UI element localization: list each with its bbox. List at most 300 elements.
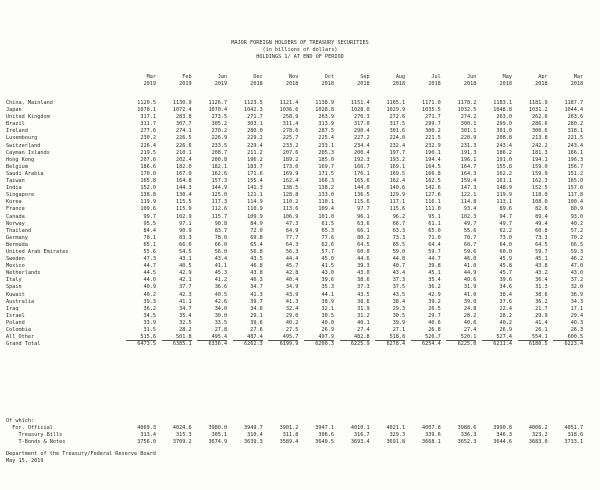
table-cell: 346.3 (496, 432, 512, 439)
row-label: Spain (6, 284, 22, 291)
table-cell: 339.6 (425, 432, 441, 439)
row-label: Mexico (6, 263, 25, 270)
table-cell: 102.9 (175, 213, 192, 220)
table-cell: 37.6 (499, 298, 512, 305)
table-cell: 114.9 (247, 199, 263, 206)
table-cell: 164.5 (425, 163, 441, 170)
table-cell: 59.3 (570, 248, 584, 255)
table-row (6, 214, 596, 221)
table-cell: 3988.6 (457, 425, 477, 431)
of-which-table (6, 425, 596, 446)
table-row (6, 178, 596, 185)
table-cell: 3901.2 (279, 425, 299, 431)
table-cell: 495.4 (211, 334, 228, 341)
table-cell: 95.5 (143, 220, 156, 227)
table-row (6, 121, 596, 128)
table-row (6, 114, 596, 121)
table-cell: 600.5 (567, 334, 584, 341)
table-cell: 30.5 (392, 312, 406, 319)
table-cell: 169.7 (318, 163, 334, 170)
table-cell: 32.4 (285, 305, 299, 312)
table-cell: 159.9 (531, 170, 548, 177)
table-cell: 162.4 (282, 178, 299, 185)
table-cell: 3589.4 (279, 439, 299, 446)
table-row (6, 221, 596, 228)
table-cell: 64.5 (535, 241, 548, 248)
table-cell: 316.7 (353, 432, 370, 439)
table-cell: 6199.9 (279, 341, 299, 348)
table-cell: 313.4 (140, 432, 156, 439)
table-cell: 54.5 (179, 248, 192, 255)
table-cell: 1048.8 (493, 107, 512, 114)
table-row (6, 242, 596, 249)
table-cell: 31.3 (535, 284, 548, 291)
column-month: Oct (324, 74, 334, 80)
table-cell: 30.0 (214, 312, 228, 319)
table-cell: 57.2 (570, 227, 584, 234)
column-year: 2018 (392, 81, 406, 87)
report-title: MAJOR FOREIGN HOLDERS OF TREASURY SECURITIES (231, 40, 369, 46)
table-cell: 41.4 (535, 319, 548, 326)
table-cell: 22.4 (499, 305, 512, 312)
table-cell: 89.6 (499, 206, 512, 213)
table-cell: 34.5 (143, 312, 156, 319)
table-cell: 65.5 (392, 241, 406, 248)
row-label: Norway (6, 220, 25, 227)
table-cell: 55.6 (143, 248, 156, 255)
table-cell: 40.3 (250, 277, 263, 284)
table-cell: 28.2 (499, 312, 512, 319)
table-cell: 156.7 (567, 163, 584, 170)
table-row (6, 292, 596, 299)
table-cell: 208.7 (211, 149, 228, 156)
table-cell: 169.1 (389, 163, 406, 170)
table-cell: 133.0 (318, 192, 334, 199)
table-cell: 56.8 (250, 248, 263, 255)
table-cell: 144.0 (353, 185, 370, 192)
column-year: 2019 (143, 81, 156, 87)
table-cell: 164.3 (460, 170, 477, 177)
table-cell: 49.7 (499, 220, 512, 227)
row-label: All Other (6, 334, 35, 341)
table-cell: 112.6 (211, 206, 228, 213)
table-cell: 121.1 (247, 192, 263, 199)
table-cell: 39.3 (357, 263, 370, 270)
table-cell: 1070.4 (208, 107, 228, 114)
table-cell: 115.5 (175, 199, 192, 206)
table-cell: 109.6 (140, 206, 156, 213)
table-cell: 29.3 (392, 305, 406, 312)
table-cell: 83.3 (179, 234, 192, 241)
table-cell: 300.6 (531, 128, 548, 135)
table-cell: 47.3 (143, 256, 156, 263)
table-cell: 40.2 (285, 319, 299, 326)
table-cell: 1121.4 (279, 100, 299, 106)
table-cell: 1138.9 (315, 100, 334, 106)
table-cell: 3990.8 (493, 425, 512, 431)
table-cell: 44.7 (143, 263, 156, 270)
table-cell: 29.4 (570, 312, 584, 319)
table-row (6, 432, 596, 439)
table-cell: 155.8 (496, 163, 512, 170)
table-cell: 290.4 (353, 128, 370, 135)
table-cell: 70.7 (463, 234, 477, 241)
table-cell: 526.7 (425, 334, 441, 341)
row-label: For. Official (6, 425, 53, 431)
column-month: Nov (289, 74, 299, 80)
table-cell: 65.1 (143, 241, 156, 248)
table-cell: 6200.3 (315, 341, 334, 348)
table-cell: 46.2 (570, 256, 584, 263)
table-cell: 31.9 (357, 305, 370, 312)
table-cell: 157.3 (211, 178, 228, 185)
row-label: Netherlands (6, 270, 41, 277)
table-cell: 39.7 (250, 298, 263, 305)
table-cell: 84.4 (143, 227, 156, 234)
table-cell: 29.1 (250, 312, 263, 319)
table-cell: 196.3 (567, 156, 584, 163)
row-label: Kuwait (6, 291, 25, 298)
table-cell: 60.0 (499, 248, 512, 255)
table-cell: 36.2 (535, 298, 548, 305)
table-cell: 6254.4 (422, 341, 441, 348)
table-cell: 73.3 (392, 234, 406, 241)
table-cell: 152.0 (140, 185, 156, 192)
table-cell: 233.2 (282, 142, 299, 149)
table-cell: 59.0 (392, 248, 406, 255)
column-month: Sep (360, 74, 370, 80)
table-cell: 40.0 (321, 319, 334, 326)
column-year: 2018 (499, 81, 512, 87)
table-cell: 119.9 (140, 199, 156, 206)
table-cell: 96.2 (392, 213, 406, 220)
table-row (6, 164, 596, 171)
table-cell: 55.6 (463, 227, 477, 234)
table-cell: 35.4 (179, 312, 192, 319)
table-cell: 59.7 (535, 248, 548, 255)
source-note: Department of the Treasury/Federal Reserve Board (6, 451, 156, 457)
table-cell: 45.8 (499, 263, 512, 270)
table-cell: 263.0 (496, 114, 512, 121)
table-row (6, 199, 596, 206)
table-cell: 210.1 (175, 149, 192, 156)
table-row (6, 277, 596, 284)
table-cell: 165.8 (140, 178, 156, 185)
table-cell: 57.7 (321, 248, 334, 255)
table-cell: 305.1 (211, 432, 228, 439)
table-cell: 41.3 (250, 291, 263, 298)
table-cell: 45.7 (285, 263, 299, 270)
table-cell: 35.3 (321, 284, 334, 291)
table-cell: 142.6 (425, 185, 441, 192)
column-year: 2018 (357, 81, 370, 87)
table-cell: 116.1 (425, 199, 441, 206)
table-cell: 227.2 (353, 135, 370, 142)
table-cell: 42.8 (285, 270, 299, 277)
table-cell: 36.4 (535, 277, 548, 284)
table-cell: 63.3 (392, 227, 406, 234)
table-cell: 78.0 (214, 234, 228, 241)
table-cell: 59.6 (463, 248, 477, 255)
row-label: Thailand (6, 227, 31, 234)
table-cell: 115.7 (211, 213, 228, 220)
table-cell: 61.1 (428, 220, 441, 227)
table-row (6, 270, 596, 277)
table-cell: 37.5 (392, 284, 406, 291)
table-cell: 318.6 (567, 432, 584, 439)
table-cell: 1032.5 (457, 107, 477, 114)
table-cell: 40.2 (143, 291, 156, 298)
table-cell: 42.6 (214, 298, 228, 305)
table-cell: 159.0 (531, 163, 548, 170)
table-cell: 1042.3 (244, 107, 263, 114)
table-cell: 17.1 (570, 305, 584, 312)
table-cell: 82.6 (535, 206, 548, 213)
row-label: Japan (6, 107, 22, 114)
table-cell: 162.3 (531, 178, 548, 185)
table-cell: 224.0 (389, 135, 406, 142)
table-cell: 37.7 (179, 284, 192, 291)
table-cell: 38.6 (535, 291, 548, 298)
table-cell: 186.2 (496, 149, 512, 156)
table-cell: 164.8 (175, 178, 192, 185)
table-cell: 95.1 (428, 213, 441, 220)
table-cell: 193.2 (389, 156, 406, 163)
table-cell: 323.2 (531, 432, 548, 439)
table-cell: 3947.1 (315, 425, 334, 431)
table-cell: 1123.5 (244, 100, 263, 106)
table-cell: 96.1 (357, 213, 370, 220)
table-cell: 159.4 (460, 178, 477, 185)
table-cell: 138.8 (140, 192, 156, 199)
table-cell: 32.5 (179, 319, 192, 326)
table-cell: 233.1 (318, 142, 334, 149)
table-cell: 61.5 (321, 220, 334, 227)
table-cell: 39.0 (463, 298, 477, 305)
table-cell: 6385.1 (172, 341, 192, 348)
table-cell: 29.0 (285, 312, 299, 319)
table-cell: 102.3 (460, 213, 477, 220)
table-row (6, 235, 596, 242)
table-row (6, 157, 596, 164)
table-cell: 1078.1 (137, 107, 156, 114)
table-cell: 231.3 (460, 142, 477, 149)
table-cell: 181.3 (531, 149, 548, 156)
table-cell: 27.1 (392, 327, 406, 333)
table-cell: 230.2 (140, 135, 156, 142)
column-headers (6, 74, 596, 90)
table-cell: 3640.5 (315, 439, 334, 446)
table-cell: 317.0 (353, 121, 370, 128)
table-cell: 3683.0 (528, 439, 548, 446)
table-cell: 1183.1 (493, 100, 512, 106)
table-cell: 1151.4 (350, 100, 370, 106)
table-cell: 69.8 (250, 234, 263, 241)
table-cell: 44.5 (143, 270, 156, 277)
table-cell: 196.1 (460, 156, 477, 163)
table-cell: 43.4 (392, 270, 406, 277)
row-label: Iraq (6, 305, 19, 312)
column-month: Dec (253, 74, 263, 80)
table-cell: 70.2 (570, 234, 584, 241)
table-cell: 66.6 (179, 241, 192, 248)
table-cell: 40.2 (499, 319, 512, 326)
table-cell: 263.9 (318, 114, 334, 121)
table-cell: 171.6 (247, 170, 263, 177)
table-cell: 44.1 (321, 291, 334, 298)
table-cell: 44.7 (428, 256, 441, 263)
table-cell: 117.1 (389, 199, 406, 206)
table-cell: 32.0 (570, 284, 584, 291)
table-cell: 283.8 (175, 114, 192, 121)
table-cell: 34.7 (250, 284, 263, 291)
table-cell: 122.1 (460, 192, 477, 199)
table-cell: 196.2 (247, 156, 263, 163)
table-cell: 60.0 (357, 248, 370, 255)
table-cell: 144.3 (175, 185, 192, 192)
column-year: 2019 (214, 81, 228, 87)
table-cell: 303.1 (247, 121, 263, 128)
table-cell: 106.9 (282, 213, 299, 220)
table-row (6, 249, 596, 256)
table-cell: 274.1 (175, 128, 192, 135)
row-label: Poland (6, 319, 25, 326)
table-cell: 165.0 (567, 178, 584, 185)
table-cell: 46.0 (463, 256, 477, 263)
table-cell: 26.8 (428, 327, 441, 333)
table-cell: 26.5 (428, 305, 441, 312)
table-cell: 3980.0 (208, 425, 228, 431)
table-cell: 41.1 (179, 298, 192, 305)
column-month: Mar (573, 74, 584, 80)
of-which-label: Of which: (6, 418, 35, 424)
table-cell: 147.3 (460, 185, 477, 192)
table-cell: 38.4 (499, 291, 512, 298)
table-cell: 1187.7 (564, 100, 584, 106)
row-label: Brazil (6, 121, 25, 128)
table-cell: 63.6 (357, 220, 370, 227)
table-cell: 226.6 (175, 142, 192, 149)
table-cell: 6262.3 (244, 341, 263, 348)
table-cell: 299.0 (496, 121, 512, 128)
table-cell: 28.2 (179, 327, 192, 333)
table-cell: 243.4 (567, 142, 584, 149)
table-cell: 6211.4 (493, 341, 512, 348)
table-cell: 300.2 (425, 128, 441, 135)
table-cell: 197.7 (389, 149, 406, 156)
table-cell: 155.4 (247, 178, 263, 185)
table-cell: 43.0 (321, 270, 334, 277)
table-cell: 1120.5 (137, 100, 156, 106)
table-cell: 32.1 (321, 305, 334, 312)
table-cell: 3691.8 (386, 439, 406, 446)
table-cell: 280.2 (567, 121, 584, 128)
table-cell: 45.3 (214, 270, 228, 277)
table-cell: 482.8 (353, 334, 370, 341)
table-cell: 34.0 (214, 305, 228, 312)
table-cell: 27.8 (214, 327, 228, 333)
table-cell: 39.6 (499, 277, 512, 284)
table-cell: 118.0 (531, 192, 548, 199)
table-cell: 280.0 (247, 128, 263, 135)
table-cell: 97.7 (357, 206, 370, 213)
table-cell: 138.5 (282, 185, 299, 192)
table-cell: 31.5 (143, 327, 156, 333)
table-cell: 263.6 (567, 114, 584, 121)
table-row (6, 425, 596, 432)
table-cell: 42.9 (179, 270, 192, 277)
table-cell: 117.3 (211, 199, 228, 206)
table-cell: 185.0 (318, 156, 334, 163)
table-cell: 119.9 (496, 192, 512, 199)
table-cell: 66.0 (214, 241, 228, 248)
table-cell: 45.0 (321, 256, 334, 263)
table-cell: 39.2 (428, 298, 441, 305)
table-row (6, 185, 596, 192)
table-cell: 115.9 (175, 206, 192, 213)
table-cell: 115.6 (389, 206, 406, 213)
table-cell: 495.7 (282, 334, 299, 341)
table-cell: 300.1 (460, 121, 477, 128)
table-cell: 21.7 (535, 305, 548, 312)
release-date: May 15, 2019 (6, 458, 44, 464)
table-cell: 171.5 (318, 170, 334, 177)
table-cell: 97.1 (179, 220, 192, 227)
table-cell: 1171.0 (422, 100, 441, 106)
table-cell: 527.4 (496, 334, 512, 341)
column-year: 2018 (535, 81, 548, 87)
table-cell: 301.1 (460, 128, 477, 135)
table-cell: 43.2 (535, 270, 548, 277)
table-cell: 27.5 (285, 327, 299, 333)
table-cell: 38.9 (321, 298, 334, 305)
table-cell: 148.9 (496, 185, 512, 192)
table-row (6, 192, 596, 199)
table-cell: 43.1 (179, 256, 192, 263)
table-cell: 41.5 (321, 263, 334, 270)
column-year: 2018 (463, 81, 477, 87)
table-cell: 162.2 (496, 170, 512, 177)
table-cell: 93.0 (570, 213, 584, 220)
table-cell: 6180.5 (528, 341, 548, 348)
row-label: Saudi Arabia (6, 170, 44, 177)
table-cell: 271.7 (425, 114, 441, 121)
table-cell: 66.7 (392, 220, 406, 227)
table-cell: 6336.4 (208, 341, 228, 348)
table-cell: 45.1 (428, 270, 441, 277)
table-cell: 200.4 (353, 149, 370, 156)
table-cell: 34.9 (285, 284, 299, 291)
table-cell: 286.6 (531, 121, 548, 128)
row-label: Canada (6, 213, 25, 220)
table-cell: 83.7 (214, 227, 228, 234)
table-cell: 43.8 (250, 270, 263, 277)
table-cell: 56.0 (214, 248, 228, 255)
table-cell: 109.9 (247, 213, 263, 220)
table-cell: 39.9 (392, 319, 406, 326)
table-cell: 110.2 (282, 199, 299, 206)
table-cell: 34.6 (499, 284, 512, 291)
table-cell: 43.0 (570, 270, 584, 277)
table-row (6, 206, 596, 213)
table-cell: 45.7 (499, 270, 512, 277)
table-cell: 329.3 (389, 432, 406, 439)
table-cell: 29.7 (428, 312, 441, 319)
table-cell: 109.4 (318, 206, 334, 213)
table-cell: 211.2 (247, 149, 263, 156)
table-cell: 4010.1 (350, 425, 370, 431)
table-cell: 162.5 (425, 178, 441, 185)
